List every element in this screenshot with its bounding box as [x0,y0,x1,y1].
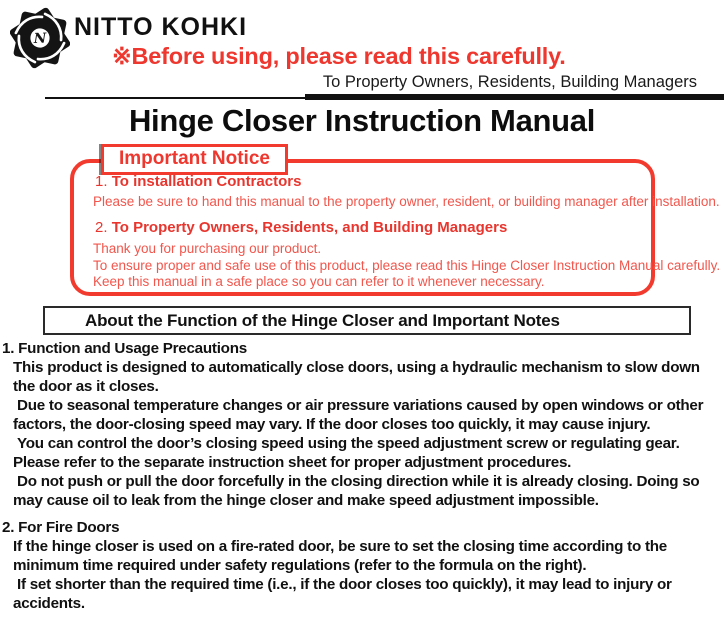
notice-item-1-title: To installation Contractors [111,173,302,190]
section-2-paragraph: If set shorter than the required time (i.e., if the door closes too quickly), it may lead to injury or accidents. [13,576,676,612]
warning-headline: ※Before using, please read this carefully. [112,43,566,69]
section-banner [43,306,691,335]
brand-logotype: NITTO KOHKI [74,13,248,41]
page-title: Hinge Closer Instruction Manual [128,103,596,138]
notice-item-2-body [93,241,720,291]
nitto-kohki-logo-icon [10,2,70,74]
notice-item-1-heading [95,173,301,190]
section-1-paragraph: Due to seasonal temperature changes or air pressure variations caused by open windows or other factors, the door-closing speed may vary. If the door closes too quickly, it may cause injury. [13,397,708,433]
section-1-heading: 1. Function and Usage Precautions [2,340,247,357]
notice-item-2-heading [95,219,507,236]
divider-thick [305,94,724,100]
notice-item-2-line: To ensure proper and safe use of this product, please read this Hinge Closer Instruction Manual carefully. [93,257,721,273]
section-1-paragraph: You can control the door’s closing speed using the speed adjustment screw or regulating gear. Please refer to the separate instruction sheet for proper adjustment procedures. [13,435,684,471]
notice-item-2-number: 2. [95,219,108,236]
main-body [2,339,721,613]
notice-item-1-line: Please be sure to hand this manual to the property owner, resident, or building manager after installation. [93,194,720,209]
section-1-paragraph: This product is designed to automatically close doors, using a hydraulic mechanism to slow down the door as it closes. [13,359,704,395]
notice-item-2-line: Thank you for purchasing our product. [93,241,322,256]
section-banner-title: About the Function of the Hinge Closer and Important Notes [85,310,560,330]
svg-text:N: N [33,30,47,48]
audience-line: To Property Owners, Residents, Building Managers [322,73,697,91]
important-notice-label: Important Notice [101,144,288,175]
notice-item-1-number: 1. [95,173,108,190]
section-1-paragraph: Do not push or pull the door forcefully in the closing direction while it is already closing. Doing so may cause oil to leak from the hinge closer and make speed adjustment impossible. [13,473,704,509]
section-2-paragraph: If the hinge closer is used on a fire-rated door, be sure to set the closing time according to the minimum time required under safety regulations (refer to the formula on the right). [13,538,671,574]
divider-thin [45,97,308,99]
notice-item-2-title: To Property Owners, Residents, and Building Managers [111,219,508,236]
notice-item-1-body [93,194,720,211]
section-2-heading: 2. For Fire Doors [2,519,120,536]
notice-item-2-line: Keep this manual in a safe place so you can refer to it whenever necessary. [93,274,545,289]
